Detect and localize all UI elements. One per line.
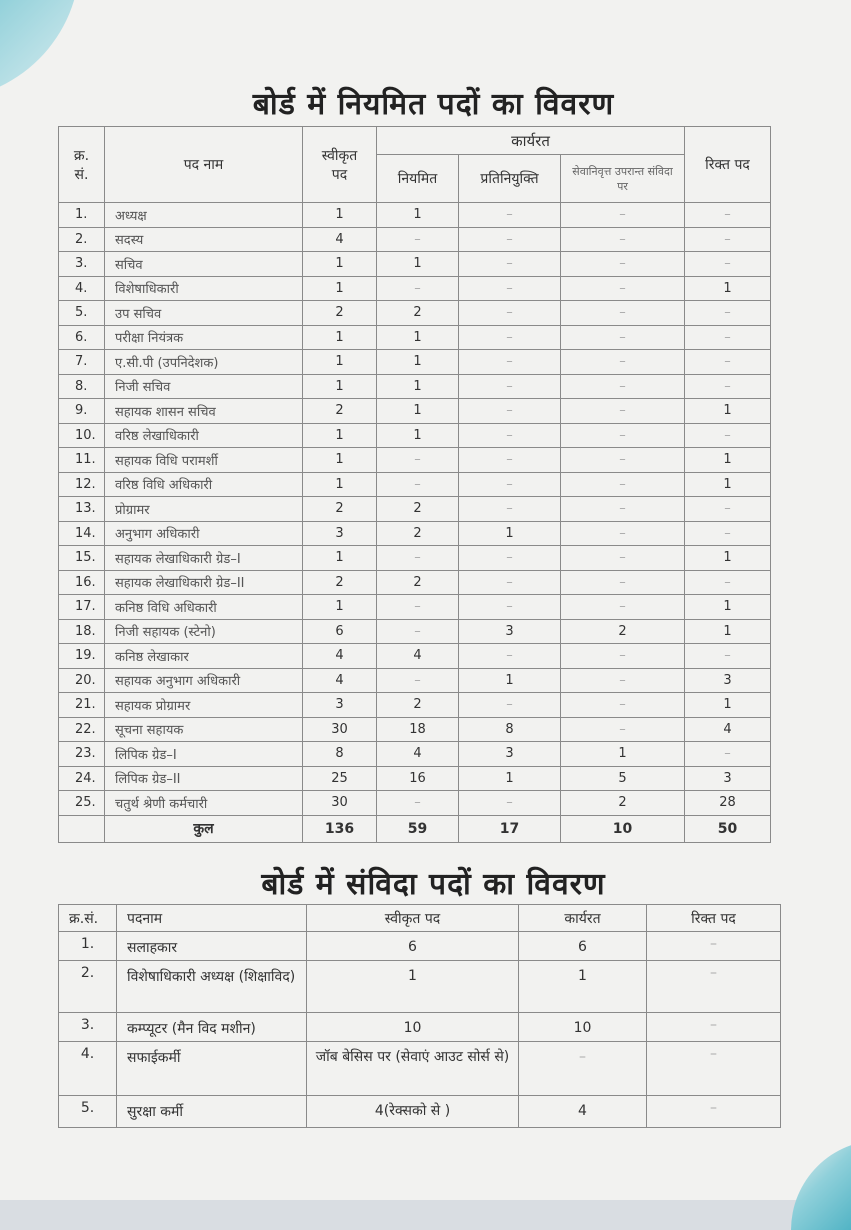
table-row <box>59 619 771 644</box>
retired-cell: – <box>561 350 685 375</box>
retired-cell: 2 <box>561 791 685 816</box>
regular-cell: 2 <box>377 301 459 326</box>
table-row <box>59 497 771 522</box>
total-retired: 10 <box>561 815 685 842</box>
post-name-cell: सहायक अनुभाग अधिकारी <box>105 668 303 693</box>
table-row <box>59 932 781 961</box>
retired-cell: – <box>561 717 685 742</box>
vacant-cell: 1 <box>685 619 771 644</box>
table-row <box>59 399 771 424</box>
table-row <box>59 693 771 718</box>
serial-cell: 4. <box>59 276 105 301</box>
sanctioned-cell: 1 <box>303 374 377 399</box>
post-name-cell: सहायक लेखाधिकारी ग्रेड–II <box>105 570 303 595</box>
sanctioned-cell: 4(रेक्सको से ) <box>307 1096 519 1128</box>
vacant-cell: – <box>685 374 771 399</box>
vacant-cell: 1 <box>685 472 771 497</box>
header-deputation: प्रतिनियुक्ति <box>459 155 561 203</box>
table-row <box>59 203 771 228</box>
sanctioned-cell: 3 <box>303 693 377 718</box>
deputation-cell: 1 <box>459 521 561 546</box>
vacant-cell: 3 <box>685 766 771 791</box>
table-row <box>59 448 771 473</box>
regular-cell: – <box>377 619 459 644</box>
retired-cell: – <box>561 521 685 546</box>
table-row <box>59 423 771 448</box>
contract-posts-table <box>58 904 781 1128</box>
table-row <box>59 276 771 301</box>
regular-cell: – <box>377 791 459 816</box>
post-name-cell: सहायक शासन सचिव <box>105 399 303 424</box>
total-sanctioned: 136 <box>303 815 377 842</box>
vacant-cell: – <box>647 961 781 1013</box>
retired-cell: – <box>561 276 685 301</box>
vacant-cell: 1 <box>685 693 771 718</box>
post-name-cell: विशेषाधिकारी <box>105 276 303 301</box>
post-name-cell: सलाहकार <box>117 932 307 961</box>
regular-cell: – <box>377 595 459 620</box>
retired-cell: – <box>561 301 685 326</box>
sanctioned-cell: 1 <box>307 961 519 1013</box>
retired-cell: – <box>561 693 685 718</box>
sanctioned-cell: 1 <box>303 350 377 375</box>
regular-cell: 4 <box>377 742 459 767</box>
serial-cell: 10. <box>59 423 105 448</box>
vacant-cell: – <box>685 742 771 767</box>
vacant-cell: – <box>685 423 771 448</box>
regular-cell: – <box>377 668 459 693</box>
serial-cell: 25. <box>59 791 105 816</box>
deputation-cell: – <box>459 791 561 816</box>
total-regular: 59 <box>377 815 459 842</box>
post-name-cell: वरिष्ठ लेखाधिकारी <box>105 423 303 448</box>
working-cell: – <box>519 1042 647 1096</box>
post-name-cell: चतुर्थ श्रेणी कर्मचारी <box>105 791 303 816</box>
post-name-cell: सदस्य <box>105 227 303 252</box>
vacant-cell: – <box>685 521 771 546</box>
post-name-cell: कम्प्यूटर (मैन विद मशीन) <box>117 1013 307 1042</box>
sanctioned-cell: 2 <box>303 399 377 424</box>
post-name-cell: परीक्षा नियंत्रक <box>105 325 303 350</box>
table-row <box>59 644 771 669</box>
serial-cell: 3. <box>59 1013 117 1042</box>
serial-cell: 2. <box>59 961 117 1013</box>
deputation-cell: – <box>459 570 561 595</box>
regular-posts-title: बोर्ड में नियमित पदों का विवरण <box>252 87 615 122</box>
regular-cell: 1 <box>377 399 459 424</box>
table-row <box>59 595 771 620</box>
post-name-cell: कनिष्ठ विधि अधिकारी <box>105 595 303 620</box>
header-working: कार्यरत <box>519 905 647 932</box>
serial-cell: 23. <box>59 742 105 767</box>
regular-cell: 2 <box>377 521 459 546</box>
sanctioned-cell: 10 <box>307 1013 519 1042</box>
table-row <box>59 961 781 1013</box>
table-row <box>59 350 771 375</box>
post-name-cell: विशेषाधिकारी अध्यक्ष (शिक्षाविद) <box>117 961 307 1013</box>
regular-cell: – <box>377 227 459 252</box>
sanctioned-cell: 30 <box>303 717 377 742</box>
sanctioned-cell: 4 <box>303 668 377 693</box>
deputation-cell: – <box>459 546 561 571</box>
regular-cell: 2 <box>377 693 459 718</box>
sanctioned-cell: 3 <box>303 521 377 546</box>
contract-posts-body <box>59 932 781 1128</box>
serial-cell: 13. <box>59 497 105 522</box>
retired-cell: – <box>561 252 685 277</box>
vacant-cell: 1 <box>685 399 771 424</box>
vacant-cell: 1 <box>685 546 771 571</box>
regular-cell: – <box>377 276 459 301</box>
retired-cell: – <box>561 546 685 571</box>
table-row <box>59 766 771 791</box>
serial-cell: 18. <box>59 619 105 644</box>
retired-cell: – <box>561 497 685 522</box>
header-vacant: रिक्त पद <box>647 905 781 932</box>
serial-cell: 14. <box>59 521 105 546</box>
sanctioned-cell: 1 <box>303 595 377 620</box>
post-name-cell: वरिष्ठ विधि अधिकारी <box>105 472 303 497</box>
regular-cell: 1 <box>377 423 459 448</box>
header-vacant: रिक्त पद <box>685 127 771 203</box>
table-row <box>59 1042 781 1096</box>
vacant-cell: – <box>685 570 771 595</box>
sanctioned-cell: 1 <box>303 546 377 571</box>
deputation-cell: 8 <box>459 717 561 742</box>
retired-cell: – <box>561 423 685 448</box>
vacant-cell: – <box>647 1096 781 1128</box>
serial-cell: 1. <box>59 932 117 961</box>
retired-cell: – <box>561 374 685 399</box>
working-cell: 1 <box>519 961 647 1013</box>
deputation-cell: – <box>459 448 561 473</box>
total-row <box>59 815 771 842</box>
serial-cell: 3. <box>59 252 105 277</box>
header-working: कार्यरत <box>377 127 685 155</box>
post-name-cell: अध्यक्ष <box>105 203 303 228</box>
serial-cell: 12. <box>59 472 105 497</box>
vacant-cell: – <box>685 644 771 669</box>
sanctioned-cell: 2 <box>303 497 377 522</box>
serial-cell: 1. <box>59 203 105 228</box>
deputation-cell: – <box>459 595 561 620</box>
regular-cell: 18 <box>377 717 459 742</box>
deputation-cell: – <box>459 374 561 399</box>
sanctioned-cell: 2 <box>303 570 377 595</box>
vacant-cell: 1 <box>685 448 771 473</box>
vacant-cell: – <box>685 301 771 326</box>
regular-cell: 1 <box>377 374 459 399</box>
retired-cell: – <box>561 227 685 252</box>
table-row <box>59 521 771 546</box>
post-name-cell: सूचना सहायक <box>105 717 303 742</box>
sanctioned-cell: 1 <box>303 252 377 277</box>
working-cell: 10 <box>519 1013 647 1042</box>
sanctioned-cell: 8 <box>303 742 377 767</box>
table-row <box>59 1013 781 1042</box>
deputation-cell: – <box>459 644 561 669</box>
deputation-cell: – <box>459 252 561 277</box>
working-cell: 4 <box>519 1096 647 1128</box>
serial-cell: 5. <box>59 301 105 326</box>
working-cell: 6 <box>519 932 647 961</box>
sanctioned-cell: 1 <box>303 203 377 228</box>
vacant-cell: 1 <box>685 276 771 301</box>
regular-cell: – <box>377 448 459 473</box>
retired-cell: – <box>561 399 685 424</box>
regular-cell: 2 <box>377 497 459 522</box>
vacant-cell: 1 <box>685 595 771 620</box>
header-post-name: पदनाम <box>117 905 307 932</box>
table-row <box>59 570 771 595</box>
serial-cell: 24. <box>59 766 105 791</box>
retired-cell: 1 <box>561 742 685 767</box>
retired-cell: – <box>561 325 685 350</box>
regular-cell: 16 <box>377 766 459 791</box>
post-name-cell: सफाईकर्मी <box>117 1042 307 1096</box>
deputation-cell: – <box>459 350 561 375</box>
retired-cell: – <box>561 668 685 693</box>
post-name-cell: सुरक्षा कर्मी <box>117 1096 307 1128</box>
deputation-cell: 1 <box>459 766 561 791</box>
deputation-cell: – <box>459 399 561 424</box>
post-name-cell: अनुभाग अधिकारी <box>105 521 303 546</box>
sanctioned-cell: 30 <box>303 791 377 816</box>
serial-cell: 5. <box>59 1096 117 1128</box>
table-row <box>59 325 771 350</box>
vacant-cell: 28 <box>685 791 771 816</box>
table-row <box>59 742 771 767</box>
vacant-cell: – <box>685 227 771 252</box>
deputation-cell: 3 <box>459 619 561 644</box>
header-post-name: पद नाम <box>105 127 303 203</box>
retired-cell: – <box>561 448 685 473</box>
sanctioned-cell: 6 <box>307 932 519 961</box>
post-name-cell: प्रोग्रामर <box>105 497 303 522</box>
vacant-cell: – <box>647 932 781 961</box>
deputation-cell: – <box>459 423 561 448</box>
regular-cell: 2 <box>377 570 459 595</box>
table-row <box>59 301 771 326</box>
regular-cell: – <box>377 472 459 497</box>
regular-cell: 1 <box>377 203 459 228</box>
table-row <box>59 374 771 399</box>
sanctioned-cell: 4 <box>303 227 377 252</box>
serial-cell: 19. <box>59 644 105 669</box>
retired-cell: 2 <box>561 619 685 644</box>
vacant-cell: – <box>647 1013 781 1042</box>
deputation-cell: – <box>459 325 561 350</box>
sanctioned-cell: 6 <box>303 619 377 644</box>
deputation-cell: – <box>459 227 561 252</box>
header-serial: क्र. सं. <box>59 127 105 203</box>
vacant-cell: 3 <box>685 668 771 693</box>
table-row <box>59 717 771 742</box>
serial-cell: 15. <box>59 546 105 571</box>
regular-cell: 4 <box>377 644 459 669</box>
retired-cell: – <box>561 644 685 669</box>
serial-cell: 22. <box>59 717 105 742</box>
vacant-cell: 4 <box>685 717 771 742</box>
deputation-cell: – <box>459 203 561 228</box>
serial-cell: 6. <box>59 325 105 350</box>
total-vacant: 50 <box>685 815 771 842</box>
post-name-cell: सहायक लेखाधिकारी ग्रेड–I <box>105 546 303 571</box>
deputation-cell: – <box>459 301 561 326</box>
table-row <box>59 227 771 252</box>
serial-cell: 20. <box>59 668 105 693</box>
header-sanctioned: स्वीकृत पद <box>303 127 377 203</box>
serial-cell: 2. <box>59 227 105 252</box>
retired-cell: 5 <box>561 766 685 791</box>
deputation-cell: – <box>459 276 561 301</box>
regular-cell: – <box>377 546 459 571</box>
deputation-cell: – <box>459 693 561 718</box>
table-row <box>59 546 771 571</box>
table-row <box>59 1096 781 1128</box>
sanctioned-cell: जॉब बेसिस पर (सेवाएं आउट सोर्स से) <box>307 1042 519 1096</box>
sanctioned-cell: 1 <box>303 472 377 497</box>
regular-cell: 1 <box>377 325 459 350</box>
serial-cell: 16. <box>59 570 105 595</box>
vacant-cell: – <box>685 203 771 228</box>
serial-cell: 11. <box>59 448 105 473</box>
serial-cell: 21. <box>59 693 105 718</box>
regular-cell: 1 <box>377 350 459 375</box>
table-row <box>59 252 771 277</box>
blank-cell <box>59 815 105 842</box>
retired-cell: – <box>561 595 685 620</box>
serial-cell: 7. <box>59 350 105 375</box>
post-name-cell: निजी सचिव <box>105 374 303 399</box>
vacant-cell: – <box>685 350 771 375</box>
deputation-cell: – <box>459 497 561 522</box>
header-retired-contract: सेवानिवृत्त उपरान्त संविदा पर <box>561 155 685 203</box>
post-name-cell: सहायक प्रोग्रामर <box>105 693 303 718</box>
total-label: कुल <box>105 815 303 842</box>
vacant-cell: – <box>685 497 771 522</box>
post-name-cell: ए.सी.पी (उपनिदेशक) <box>105 350 303 375</box>
table-row <box>59 791 771 816</box>
post-name-cell: सचिव <box>105 252 303 277</box>
sanctioned-cell: 2 <box>303 301 377 326</box>
header-serial: क्र.सं. <box>59 905 117 932</box>
serial-cell: 17. <box>59 595 105 620</box>
sanctioned-cell: 25 <box>303 766 377 791</box>
deputation-cell: 3 <box>459 742 561 767</box>
retired-cell: – <box>561 203 685 228</box>
post-name-cell: कनिष्ठ लेखाकार <box>105 644 303 669</box>
regular-posts-table <box>58 126 771 843</box>
vacant-cell: – <box>685 252 771 277</box>
background-decoration <box>791 1140 851 1230</box>
vacant-cell: – <box>647 1042 781 1096</box>
serial-cell: 8. <box>59 374 105 399</box>
table-row <box>59 668 771 693</box>
deputation-cell: – <box>459 472 561 497</box>
sanctioned-cell: 1 <box>303 325 377 350</box>
post-name-cell: निजी सहायक (स्टेनो) <box>105 619 303 644</box>
sanctioned-cell: 1 <box>303 423 377 448</box>
post-name-cell: लिपिक ग्रेड–II <box>105 766 303 791</box>
table-row <box>59 472 771 497</box>
total-deputation: 17 <box>459 815 561 842</box>
retired-cell: – <box>561 472 685 497</box>
retired-cell: – <box>561 570 685 595</box>
deputation-cell: 1 <box>459 668 561 693</box>
post-name-cell: उप सचिव <box>105 301 303 326</box>
post-name-cell: सहायक विधि परामर्शी <box>105 448 303 473</box>
sanctioned-cell: 1 <box>303 276 377 301</box>
serial-cell: 9. <box>59 399 105 424</box>
serial-cell: 4. <box>59 1042 117 1096</box>
vacant-cell: – <box>685 325 771 350</box>
regular-cell: 1 <box>377 252 459 277</box>
contract-posts-title: बोर्ड में संविदा पदों का विवरण <box>261 867 606 902</box>
sanctioned-cell: 4 <box>303 644 377 669</box>
sanctioned-cell: 1 <box>303 448 377 473</box>
post-name-cell: लिपिक ग्रेड–I <box>105 742 303 767</box>
header-sanctioned: स्वीकृत पद <box>307 905 519 932</box>
header-regular: नियमित <box>377 155 459 203</box>
regular-posts-body <box>59 203 771 843</box>
